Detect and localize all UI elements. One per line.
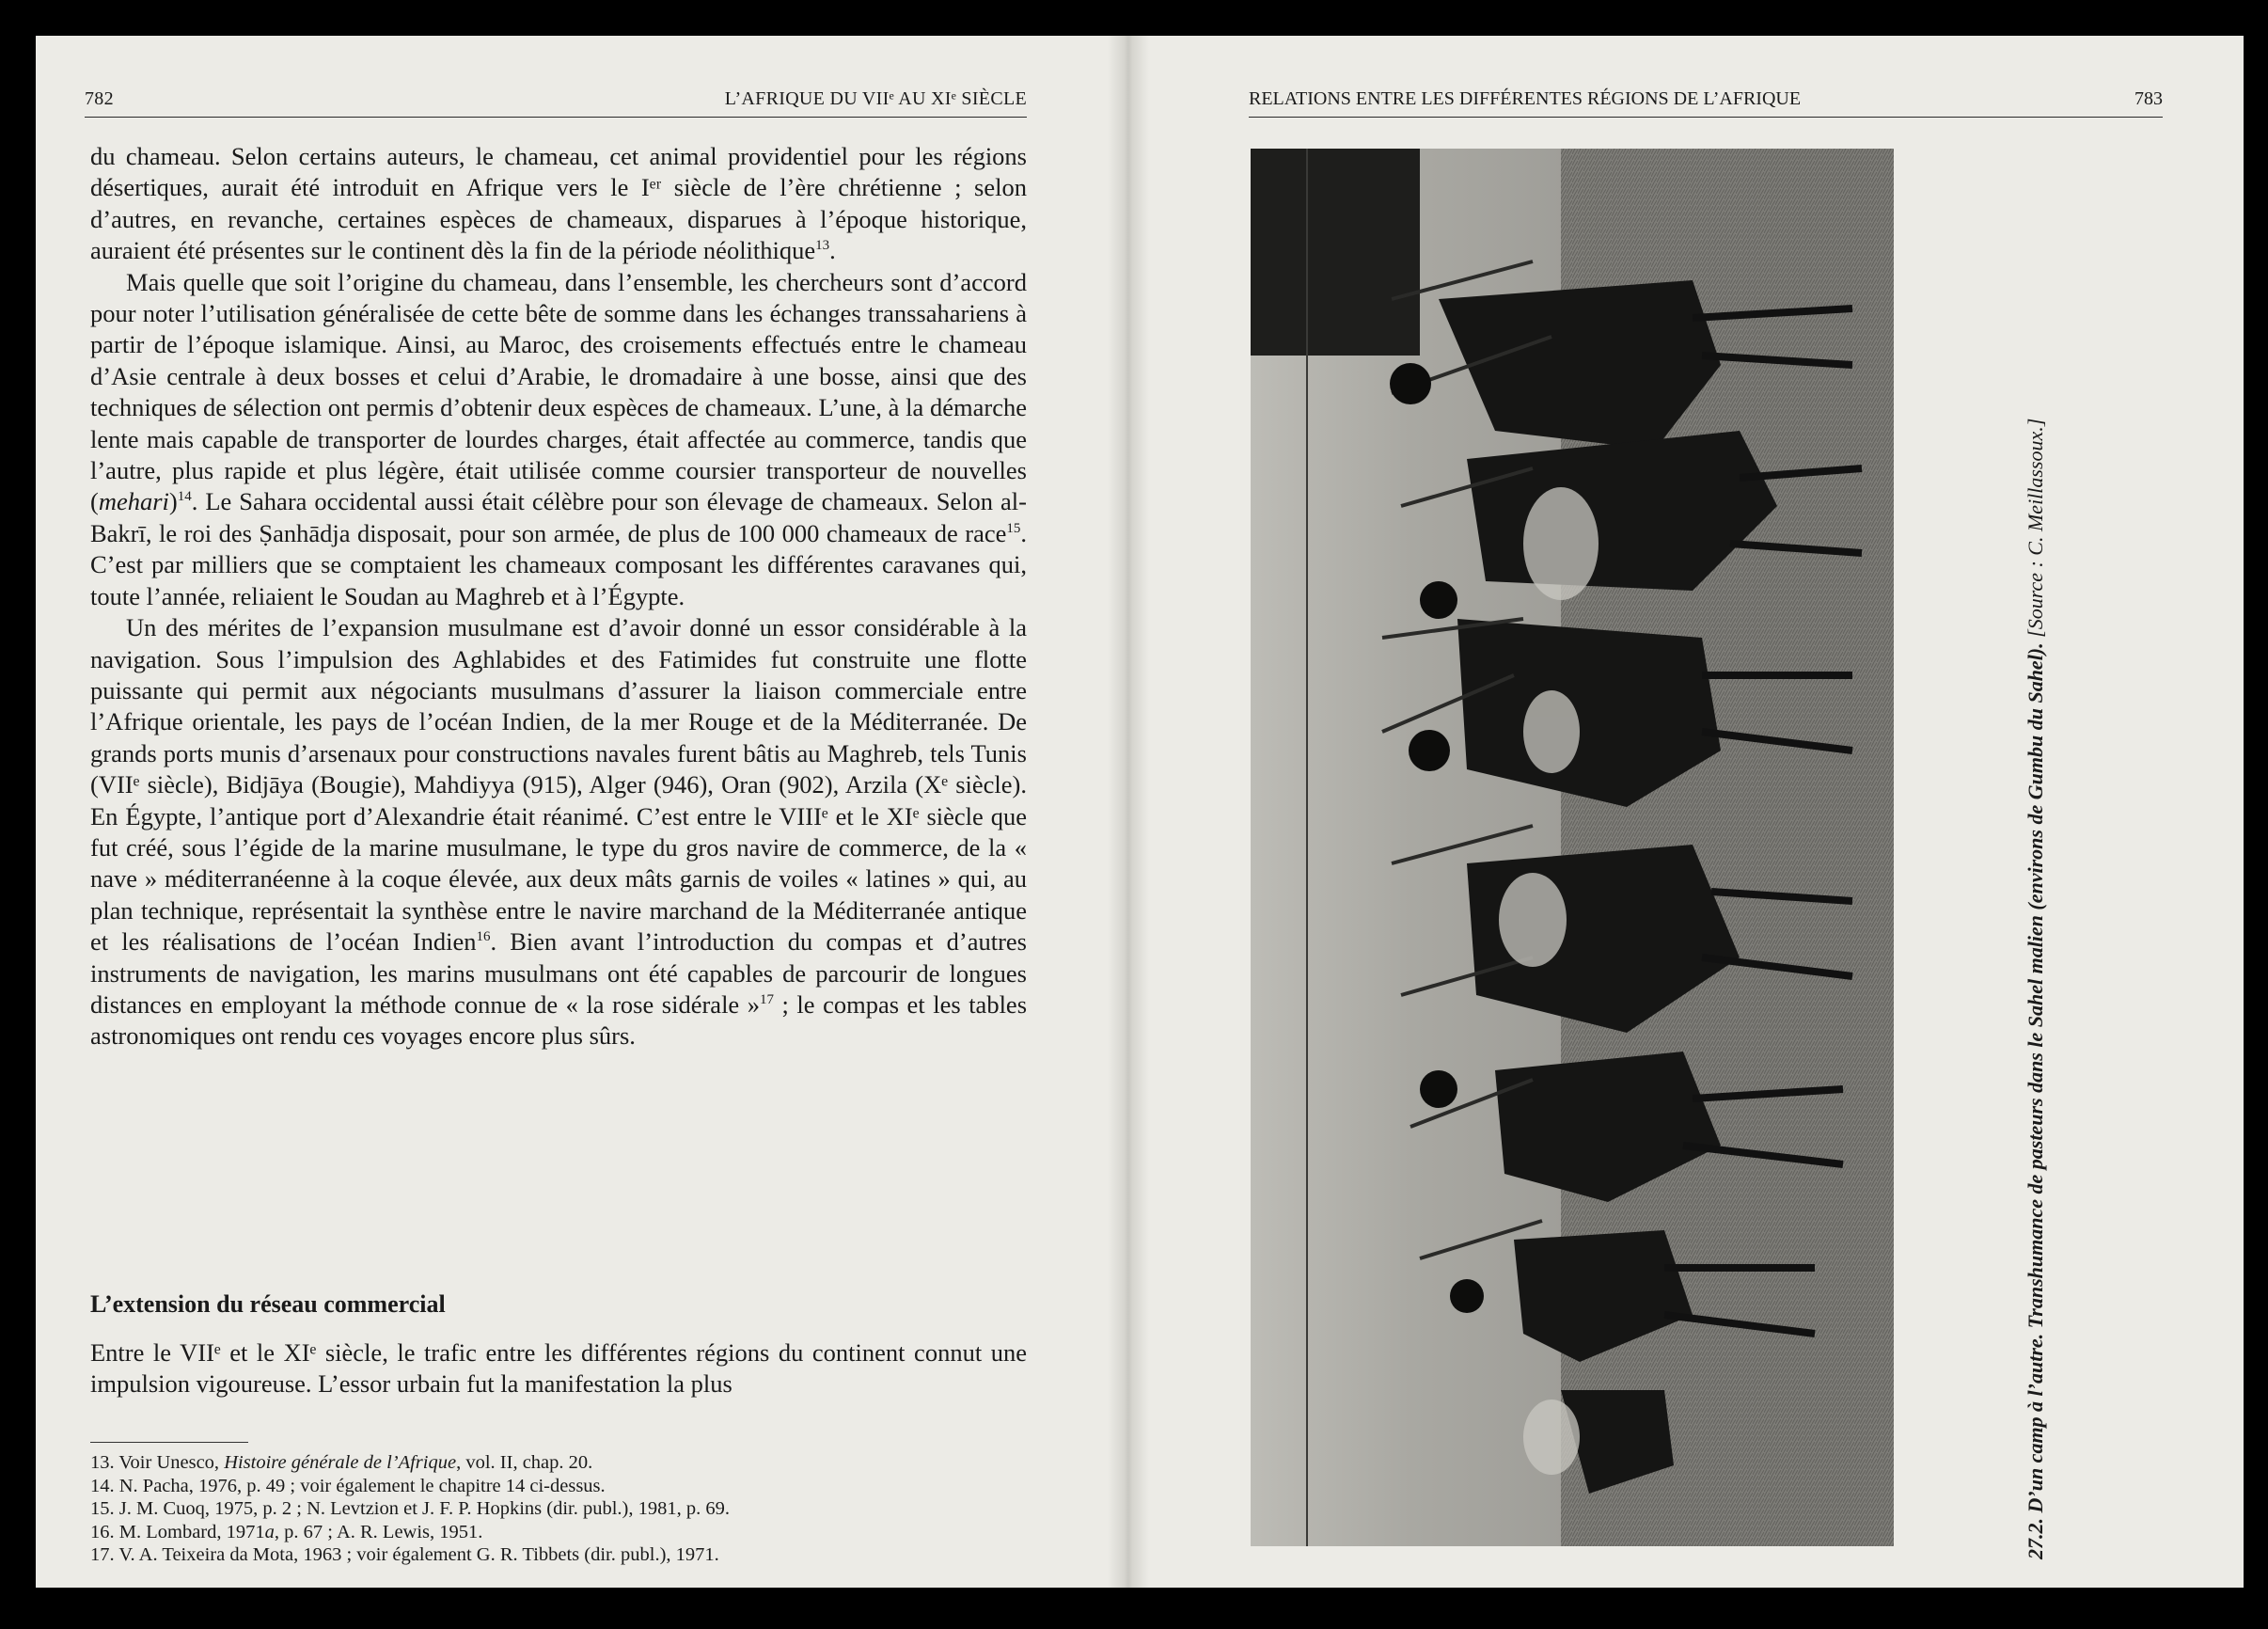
footnote-number: 13. [90, 1452, 115, 1473]
footnote [90, 1543, 1031, 1567]
header-rule [85, 117, 1027, 118]
footnote [90, 1497, 1031, 1521]
paragraph-text: Un des mérites de l’expansion musulmane est d’avoir donné un essor considérable à la navigation. Sous l’impulsion des Aghlabides et des Fatimides fut construite une flotte puissante qui permit aux négociants musulmans d’assurer la liaison commerciale entre l’Afrique orientale, les pays de l’océan Indien, de la mer Rouge et de la Méditerranée. De grands ports munis d’arsenaux pour constructions navales furent bâtis au Maghreb, tels Tunis (VIIᵉ siècle), Bidjāya (Bougie), Mahdiyya (915), Alger (946), Oran (902), Arzila (Xᵉ siècle). En Égypte, l’antique port d’Alexandrie était réanimé. C’est entre le VIIIᵉ et le XIᵉ siècle que fut créé, sous l’égide de la marine musulmane, le type du gros navire de commerce, de la « nave » méditerranéenne à la coque élevée, aux deux mâts garnis de voiles « latines » qui, au plan technique, représentait la synthèse entre le navire marchand de la Méditerranée antique et les réalisations de l’océan Indien [90, 613, 1027, 957]
footnote-text: M. Lombard, 1971 [118, 1521, 265, 1542]
footnote-text: , vol. II, chap. 20. [456, 1452, 593, 1473]
caravan-photograph [1251, 149, 1894, 1546]
footnote-text: , p. 67 ; A. R. Lewis, 1951. [274, 1521, 483, 1542]
footnote-number: 17. [90, 1544, 115, 1566]
paragraph: Entre le VIIᵉ et le XIᵉ siècle, le trafic entre les différentes régions du continent connut une impulsion vigoureuse. L’essor urbain fut la manifestation la plus [90, 1338, 1027, 1399]
paragraph-text: . Le Sahara occidental aussi était célèbre pour son élevage de chameaux. Selon al-Bakrī, le roi des Ṣanhādja disposait, pour son armée, de plus de 100 000 chameaux de race [90, 487, 1027, 547]
footnotes [90, 1451, 1031, 1567]
paragraph-text: ; le compas et les tables astronomiques ont rendu ces voyages encore plus sûrs. [90, 989, 1028, 1051]
footnote-ref[interactable]: 14 [177, 489, 192, 505]
paragraph [90, 141, 1027, 267]
photo-illustration [1251, 149, 1894, 1546]
right-running-title: RELATIONS ENTRE LES DIFFÉRENTES RÉGIONS DE L’AFRIQUE [1249, 88, 1802, 109]
figure-number: 27.2. [2024, 1518, 2047, 1559]
book-spread [36, 36, 2244, 1588]
footnote-text: J. M. Cuoq, 1975, p. 2 ; N. Levtzion et J. F. P. Hopkins (dir. publ.), 1981, p. 69. [118, 1498, 730, 1520]
paragraph [90, 267, 1027, 612]
section-heading: L’extension du réseau commercial [90, 1290, 446, 1318]
paragraph-text: du chameau. Selon certains auteurs, le chameau, cet animal providentiel pour les régions désertiques, aurait été introduit en Afrique vers le Iᵉʳ siècle de l’ère chrétienne ; selon d’autres, en revanche, certaines espèces de chameaux, disparues à l’époque historique, auraient été présentes sur le continent dès la fin de la période néolithique [90, 142, 1027, 265]
footnote-number: 16. [90, 1521, 115, 1542]
footnote-title: a [264, 1521, 275, 1542]
paragraph-text: . Bien avant l’introduction du compas et d’autres instruments de navigation, les marins musulmans ont été capables de parcourir de longues distances en employant la méthode connue de « la rose sidérale » [90, 927, 1027, 1019]
footnote-text: Voir Unesco, [118, 1452, 225, 1473]
footnote [90, 1451, 1031, 1475]
footnote-ref[interactable]: 13 [815, 238, 830, 254]
left-page [36, 36, 1108, 1588]
footnote-ref[interactable]: 15 [1006, 521, 1021, 537]
footnote-text: N. Pacha, 1976, p. 49 ; voir également le chapitre 14 ci-dessus. [118, 1475, 606, 1496]
figure-caption [2024, 224, 2061, 1559]
paragraph-text: . [829, 236, 836, 265]
footnote-ref[interactable]: 16 [476, 929, 491, 945]
footnote-rule [90, 1442, 248, 1443]
right-page-number: 783 [2134, 88, 2163, 109]
book-gutter [1108, 36, 1149, 1588]
main-text [90, 141, 1027, 1052]
right-page [1149, 36, 2244, 1588]
section-text [90, 1337, 1027, 1400]
caption-text: D’un camp à l’autre. Transhumance de pasteurs dans le Sahel malien (environs de Gumbu du Sahel). [2024, 642, 2047, 1513]
footnote-ref[interactable]: 17 [759, 992, 774, 1008]
footnote [90, 1521, 1031, 1544]
footnote [90, 1475, 1031, 1498]
footnote-text: V. A. Teixeira da Mota, 1963 ; voir également G. R. Tibbets (dir. publ.), 1971. [118, 1544, 719, 1566]
footnote-number: 14. [90, 1475, 115, 1496]
paragraph-text: . C’est par milliers que se comptaient les chameaux composant les différentes caravanes qui, toute l’année, reliaient le Soudan au Maghreb et à l’Égypte. [90, 518, 1027, 610]
paragraph [90, 612, 1027, 1052]
footnote-title: Histoire générale de l’Afrique [224, 1452, 457, 1473]
footnote-number: 15. [90, 1498, 115, 1520]
left-page-number: 782 [85, 88, 114, 109]
header-rule [1249, 117, 2163, 118]
paragraph-text: Mais quelle que soit l’origine du chameau, dans l’ensemble, les chercheurs sont d’accord pour noter l’utilisation généralisée de cette bête de somme dans les échanges transsahariens à partir de l’époque islamique. Ainsi, au Maroc, des croisements effectués entre le chameau d’Asie centrale à deux bosses et celui d’Arabie, le dromadaire à une bosse, ainsi que des techniques de sélection ont permis d’obtenir deux espèces de chameaux. L’une, à la démarche lente mais capable de transporter de lourdes charges, était affectée au commerce, tandis que l’autre, plus rapide et plus légère, était utilisée comme coursier transporteur de nouvelles (mehari) [90, 267, 1027, 516]
left-running-title: L’AFRIQUE DU VIIᵉ AU XIᵉ SIÈCLE [724, 88, 1027, 109]
caption-source: [Source : C. Meillassoux.] [2024, 418, 2047, 638]
